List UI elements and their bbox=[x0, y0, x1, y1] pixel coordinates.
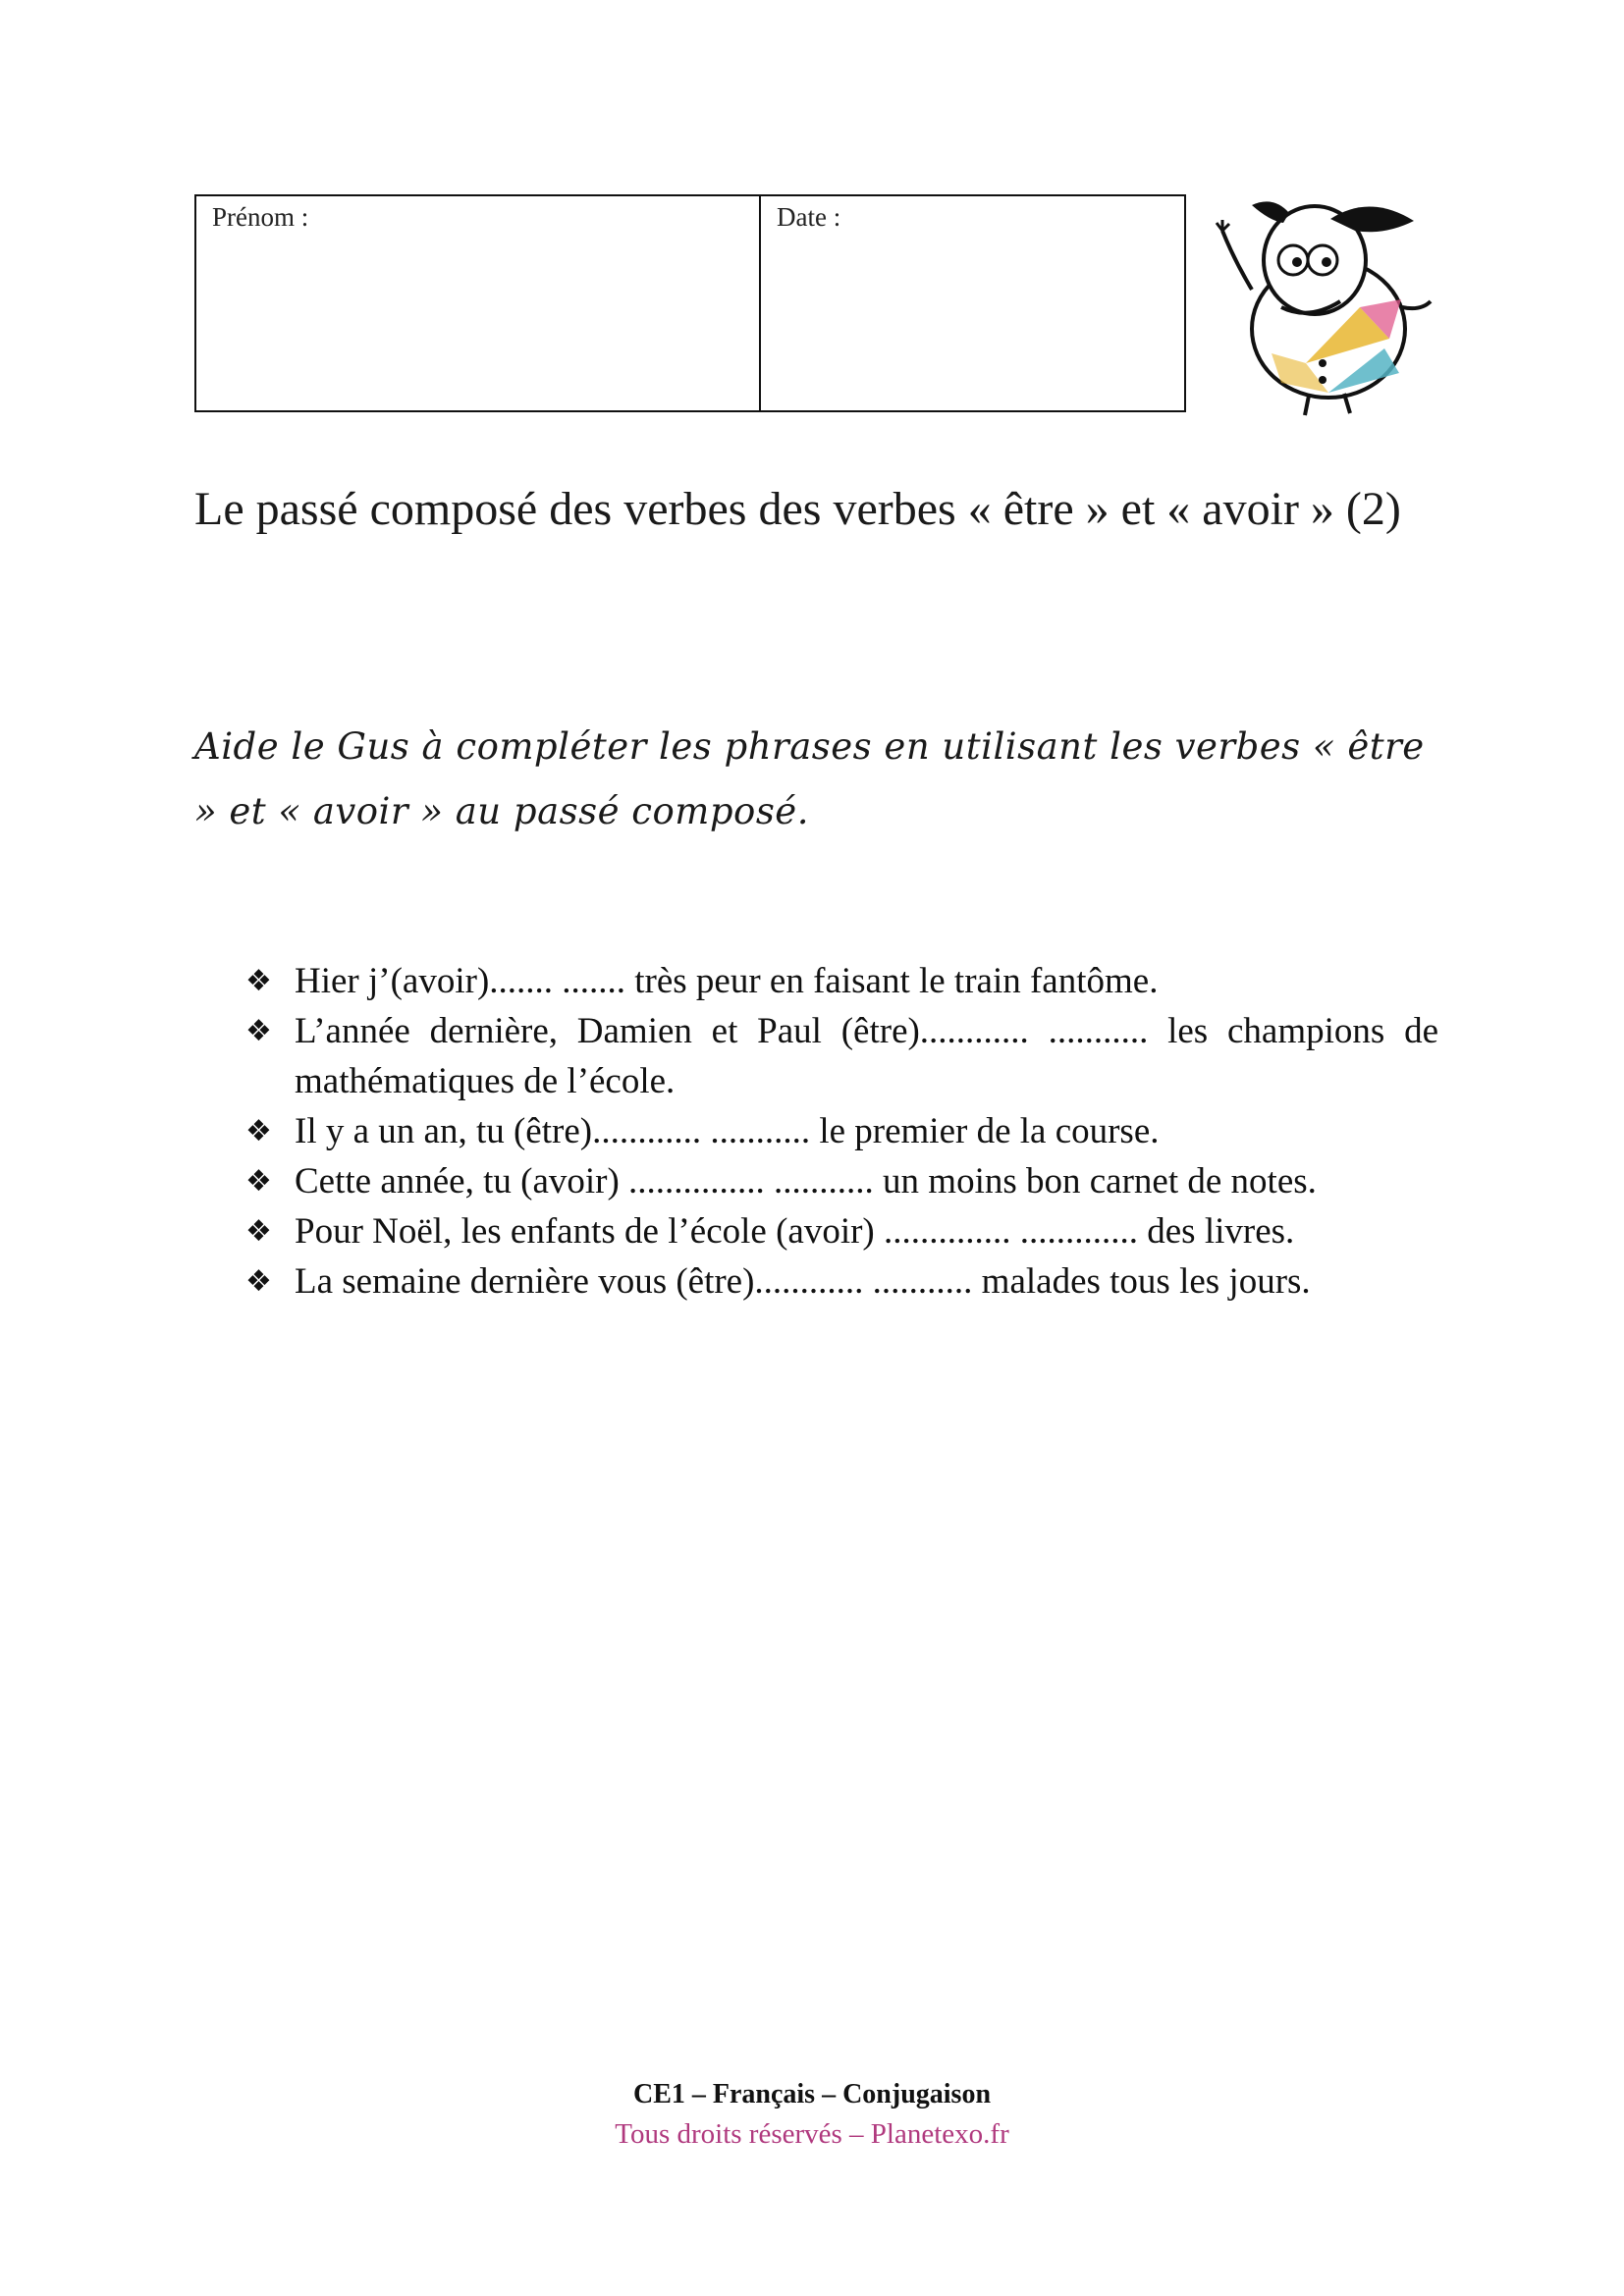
exercise-text: Il y a un an, tu (être)............ ........... le premier de la course. bbox=[295, 1111, 1160, 1151]
mascot-right-arm bbox=[1402, 301, 1431, 308]
footer-copyright[interactable]: Tous droits réservés – Planetexo.fr bbox=[615, 2118, 1009, 2150]
footer-subject: CE1 – Français – Conjugaison bbox=[632, 2079, 992, 2109]
bullet-icon: ❖ bbox=[245, 1014, 272, 1048]
exercise-text: La semaine dernière vous (être)............ ........... malades tous les jours. bbox=[295, 1261, 1311, 1302]
mascot-button-1 bbox=[1319, 359, 1326, 367]
mascot-raised-arm bbox=[1222, 231, 1252, 290]
exercise-list bbox=[245, 956, 1438, 1307]
exercise-item bbox=[245, 1006, 1438, 1106]
bullet-icon: ❖ bbox=[245, 964, 272, 998]
mascot-ear-left bbox=[1252, 201, 1289, 223]
bullet-icon: ❖ bbox=[245, 1164, 272, 1199]
bullet-icon: ❖ bbox=[245, 1114, 272, 1148]
exercise-item bbox=[245, 1256, 1438, 1307]
date-label: Date : bbox=[777, 202, 841, 232]
exercise-item bbox=[245, 1106, 1438, 1156]
mascot-hand bbox=[1217, 220, 1229, 231]
exercise-text: L’année dernière, Damien et Paul (être)............ ........... les champions de mathématiques de l’école. bbox=[295, 1011, 1438, 1101]
worksheet-instructions: Aide le Gus à compléter les phrases en utilisant les verbes « être » et « avoir » au passé composé. bbox=[194, 725, 1425, 832]
mascot-pupil-left bbox=[1292, 257, 1302, 267]
exercise-item bbox=[245, 956, 1438, 1006]
exercise-item bbox=[245, 1156, 1438, 1206]
worksheet-title: Le passé composé des verbes des verbes « être » et « avoir » (2) bbox=[194, 483, 1401, 535]
exercise-item bbox=[245, 1206, 1438, 1256]
gus-mascot-illustration bbox=[1213, 191, 1448, 422]
exercise-text: Cette année, tu (avoir) ............... ........... un moins bon carnet de notes. bbox=[295, 1161, 1317, 1201]
bullet-icon: ❖ bbox=[245, 1264, 272, 1299]
first-name-label: Prénom : bbox=[212, 202, 309, 232]
exercise-text: Pour Noël, les enfants de l’école (avoir) .............. ............. des livres. bbox=[295, 1211, 1295, 1252]
mascot-button-2 bbox=[1319, 376, 1326, 384]
exercise-text: Hier j’(avoir)....... ....... très peur en faisant le train fantôme. bbox=[295, 961, 1159, 1001]
name-date-table bbox=[194, 194, 1186, 412]
date-cell[interactable] bbox=[761, 196, 1184, 410]
mascot-pupil-right bbox=[1322, 257, 1331, 267]
bullet-icon: ❖ bbox=[245, 1214, 272, 1249]
first-name-cell[interactable] bbox=[196, 196, 761, 410]
